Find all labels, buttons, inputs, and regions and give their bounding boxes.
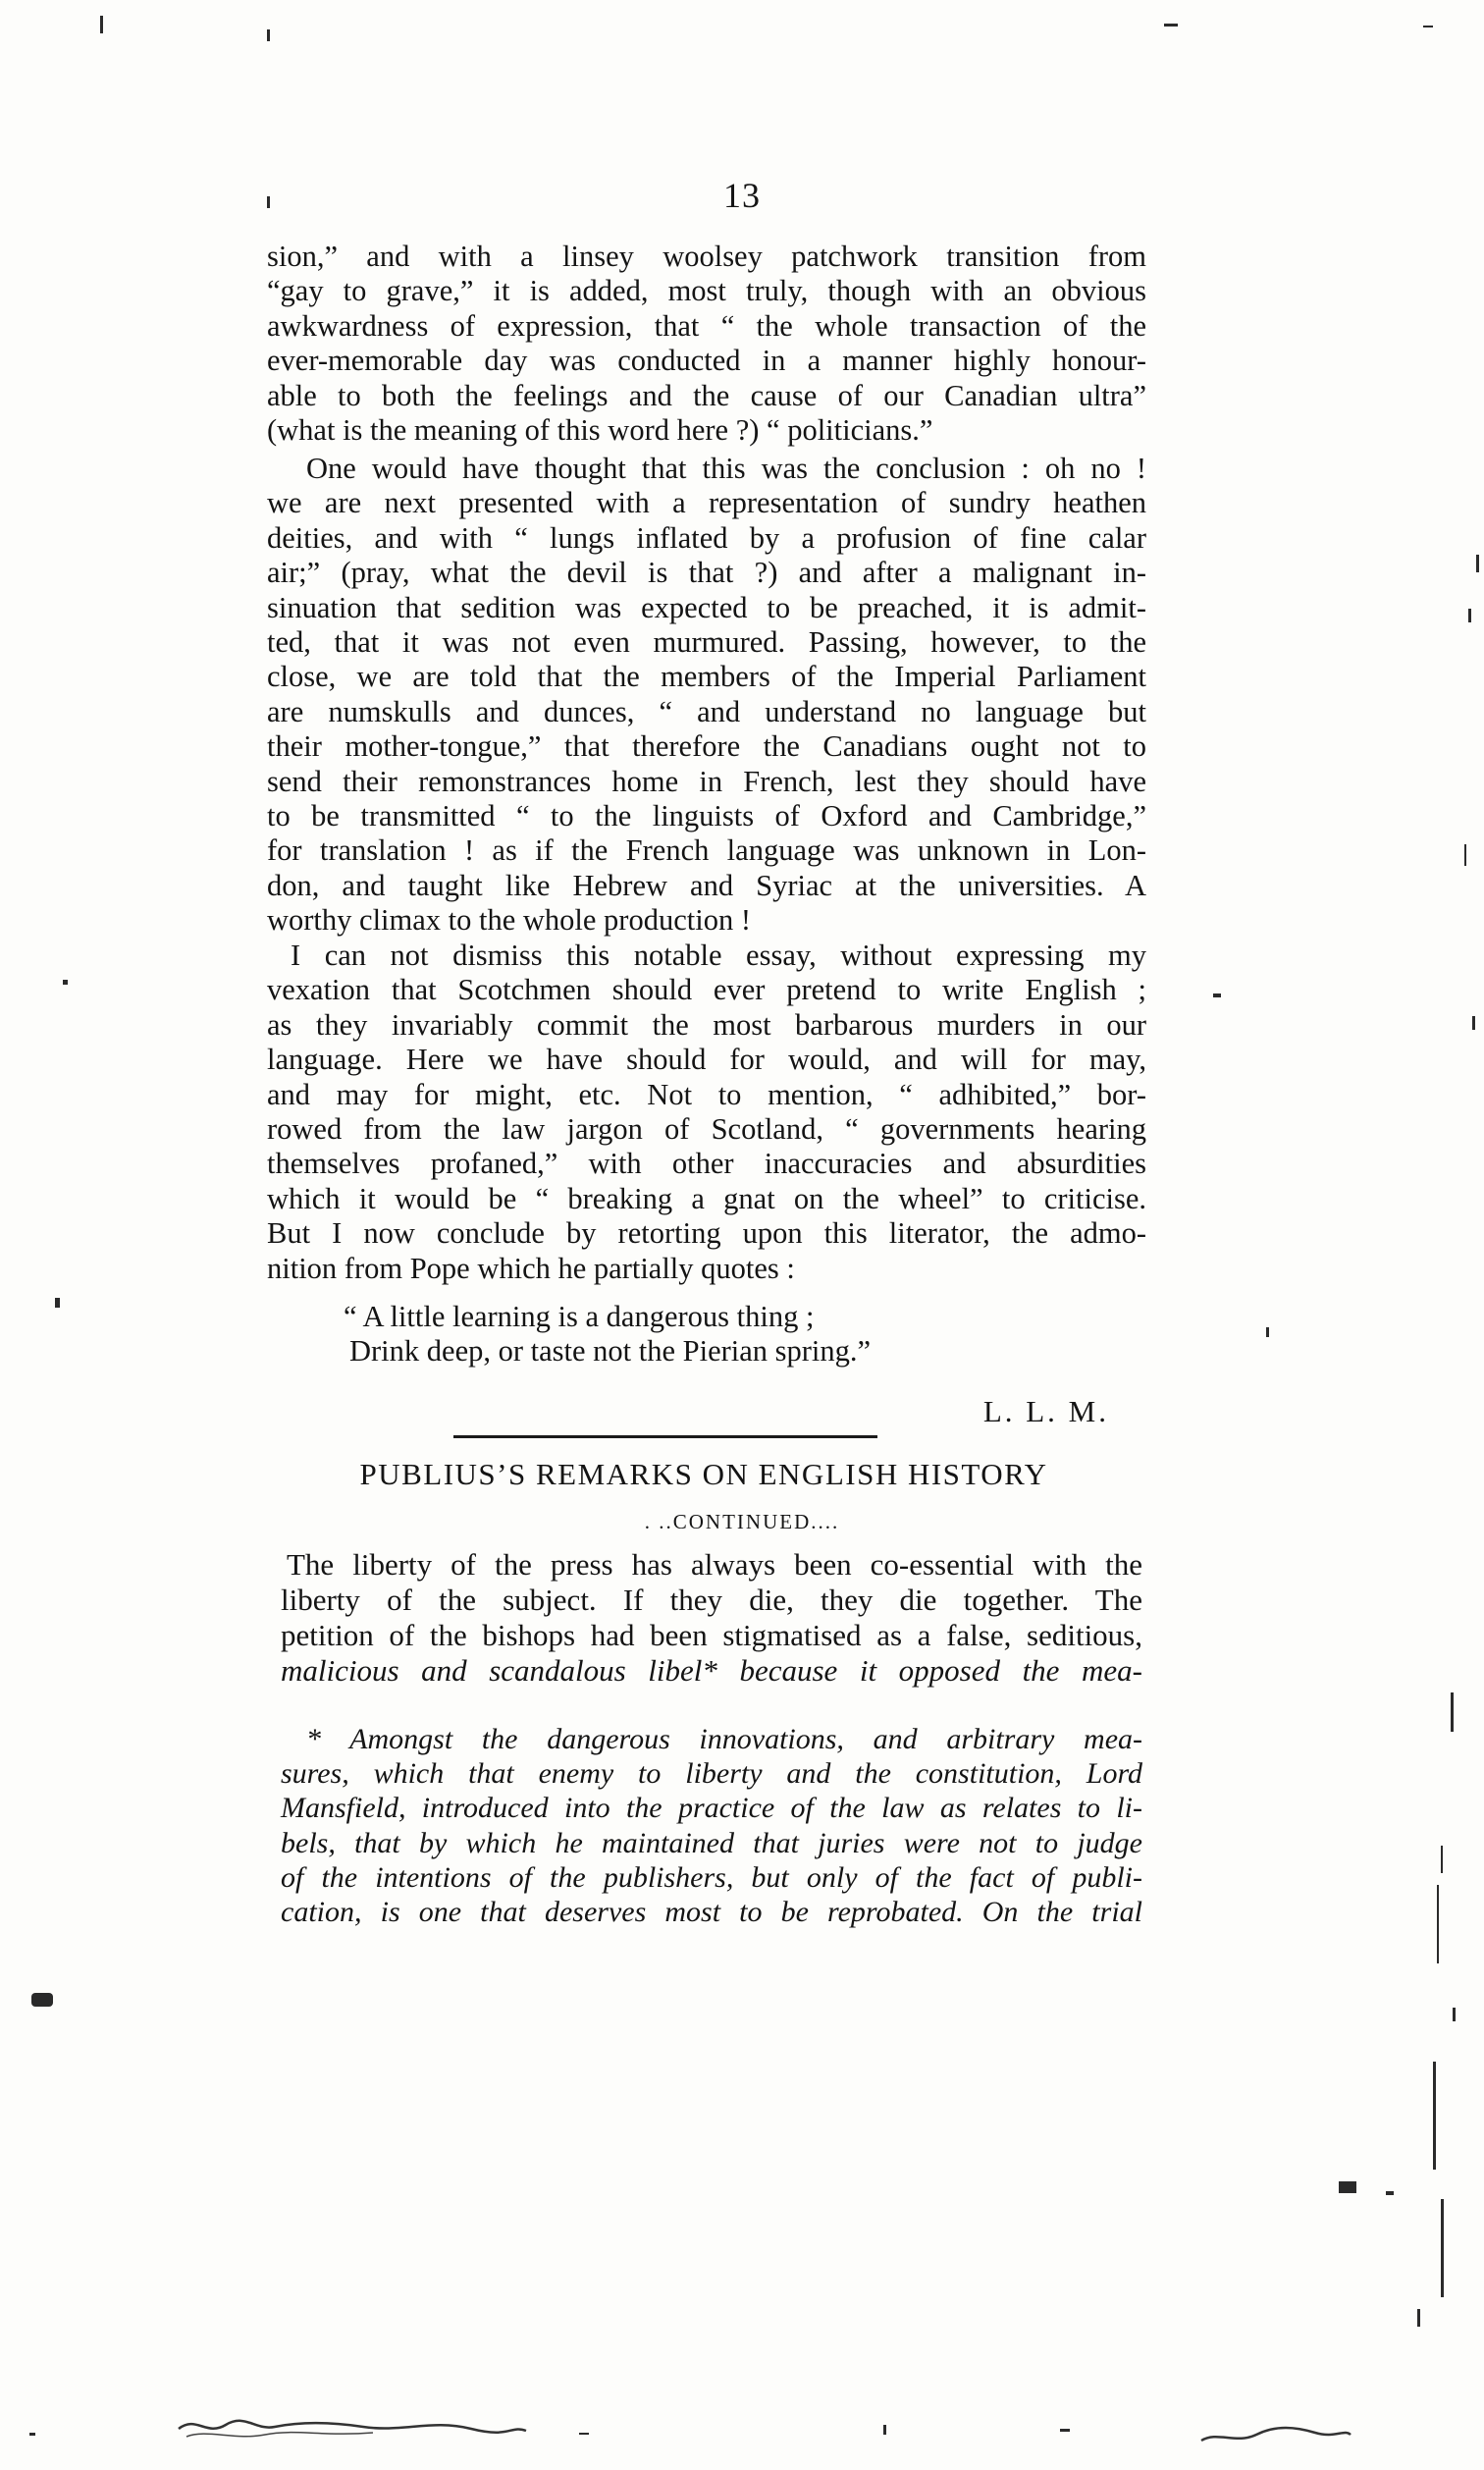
text-line: I can not dismiss this notable essay, without expressing my: [291, 939, 1146, 972]
pope-quotation: [344, 1300, 1050, 1369]
footnote: [281, 1722, 1142, 1929]
page-number: 13: [723, 176, 761, 215]
text-line: “gay to grave,” it is added, most truly, though with an obvious: [267, 274, 1146, 308]
text-line: language. Here we have should for would, and will for may,: [267, 1043, 1146, 1077]
text-line: But I now conclude by retorting upon this literator, the admo-: [267, 1216, 1146, 1251]
scan-speck: [1437, 1885, 1439, 1963]
scan-speck: [1441, 1846, 1443, 1873]
text-line: (what is the meaning of this word here ?) “ politicians.”: [267, 413, 933, 448]
section-divider: [453, 1435, 877, 1438]
text-line: The liberty of the press has always been co-essential with the: [287, 1547, 1142, 1582]
scan-speck: [1464, 844, 1466, 866]
scan-speck: [883, 2425, 886, 2435]
footnote-line: of the intentions of the publishers, but only of the fact of publi-: [281, 1860, 1142, 1894]
scan-speck: [579, 2433, 589, 2435]
footnote-line: bels, that by which he maintained that juries were not to judge: [281, 1826, 1142, 1859]
text-line: to be transmitted “ to the linguists of Oxford and Cambridge,”: [267, 799, 1146, 833]
scan-speck: [55, 1298, 60, 1308]
scan-speck: [100, 16, 103, 33]
scan-speck: [1266, 1327, 1269, 1337]
text-line: vexation that Scotchmen should ever pretend to write English ;: [267, 973, 1146, 1007]
scan-speck: [1476, 555, 1479, 572]
scan-speck: [1468, 609, 1471, 622]
paragraph-2: [267, 452, 1146, 939]
text-line: ted, that it was not even murmured. Passing, however, to the: [267, 625, 1146, 660]
text-line: malicious and scandalous libel* because it opposed the mea-: [281, 1653, 1142, 1688]
scan-speck: [1441, 2199, 1444, 2297]
text-line: we are next presented with a representation of sundry heathen: [267, 486, 1146, 520]
text-line: sinuation that sedition was expected to be preached, it is admit-: [267, 590, 1146, 624]
scan-speck: [1423, 26, 1433, 27]
text-line: don, and taught like Hebrew and Syriac at the universities. A: [267, 868, 1146, 902]
text-line: able to both the feelings and the cause of our Canadian ultra”: [267, 378, 1146, 412]
paragraph-3: [267, 939, 1146, 1286]
text-line: One would have thought that this was the conclusion : oh no !: [306, 452, 1146, 485]
scan-speck: [1060, 2429, 1070, 2432]
scan-speck: [31, 1993, 53, 2007]
footnote-line: * Amongst the dangerous innovations, and arbitrary mea-: [306, 1723, 1142, 1755]
text-line: awkwardness of expression, that “ the whole transaction of the: [267, 308, 1146, 343]
text-line: send their remonstrances home in French, lest they should have: [267, 764, 1146, 798]
text-line: themselves profaned,” with other inaccuracies and absurdities: [267, 1147, 1146, 1181]
footnote-line: cation, is one that deserves most to be reprobated. On the trial: [281, 1896, 1142, 1929]
scan-speck: [1386, 2191, 1394, 2195]
text-line: nition from Pope which he partially quotes :: [267, 1251, 795, 1285]
text-line: and may for might, etc. Not to mention, “ adhibited,” bor-: [267, 1077, 1146, 1111]
quote-line: “ A little learning is a dangerous thing ;: [344, 1300, 815, 1333]
text-line: deities, and with “ lungs inflated by a profusion of fine calar: [267, 520, 1146, 555]
section-subheading: . ..CONTINUED....: [644, 1510, 840, 1533]
signature: L. L. M.: [982, 1394, 1109, 1428]
text-line: rowed from the law jargon of Scotland, “ governments hearing: [267, 1112, 1146, 1147]
text-line: are numskulls and dunces, “ and understand no language but: [267, 694, 1146, 728]
scan-speck: [267, 196, 270, 208]
text-line: worthy climax to the whole production !: [267, 903, 751, 938]
scan-speck: [1417, 2309, 1420, 2327]
scan-scribble: [177, 2407, 530, 2446]
scan-speck: [1451, 1692, 1454, 1732]
text-line: ever-memorable day was conducted in a manner highly honour-: [267, 344, 1146, 378]
section-heading: PUBLIUS’S REMARKS ON ENGLISH HISTORY: [359, 1457, 1048, 1491]
text-line: which it would be “ breaking a gnat on the wheel” to criticise.: [267, 1181, 1146, 1215]
scan-speck: [267, 29, 270, 41]
paragraph-1: [267, 240, 1146, 448]
footnote-line: sures, which that enemy to liberty and the constitution, Lord: [281, 1757, 1142, 1791]
text-line: for translation ! as if the French language was unknown in Lon-: [267, 833, 1146, 868]
scan-speck: [1164, 24, 1178, 27]
scan-speck: [1433, 2062, 1436, 2170]
scan-speck: [29, 2433, 35, 2436]
text-line: petition of the bishops had been stigmatised as a false, seditious,: [281, 1618, 1142, 1652]
quote-line: Drink deep, or taste not the Pierian spring.”: [349, 1334, 872, 1369]
footnote-line: Mansfield, introduced into the practice of the law as relates to li-: [281, 1792, 1142, 1825]
scan-speck: [1453, 2008, 1456, 2021]
scan-speck: [1472, 1016, 1475, 1030]
scan-speck: [63, 980, 68, 985]
section-body: [281, 1547, 1142, 1689]
text-line: liberty of the subject. If they die, they die together. The: [281, 1583, 1142, 1617]
text-line: air;” (pray, what the devil is that ?) and after a malignant in-: [267, 556, 1146, 590]
text-line: sion,” and with a linsey woolsey patchwork transition from: [267, 240, 1146, 273]
scan-speck: [1213, 993, 1221, 997]
text-line: their mother-tongue,” that therefore the Canadians ought not to: [267, 729, 1146, 764]
scan-speck: [1339, 2181, 1356, 2193]
text-line: close, we are told that the members of the Imperial Parliament: [267, 660, 1146, 694]
text-line: as they invariably commit the most barbarous murders in our: [267, 1007, 1146, 1042]
scan-scribble: [1197, 2415, 1354, 2450]
